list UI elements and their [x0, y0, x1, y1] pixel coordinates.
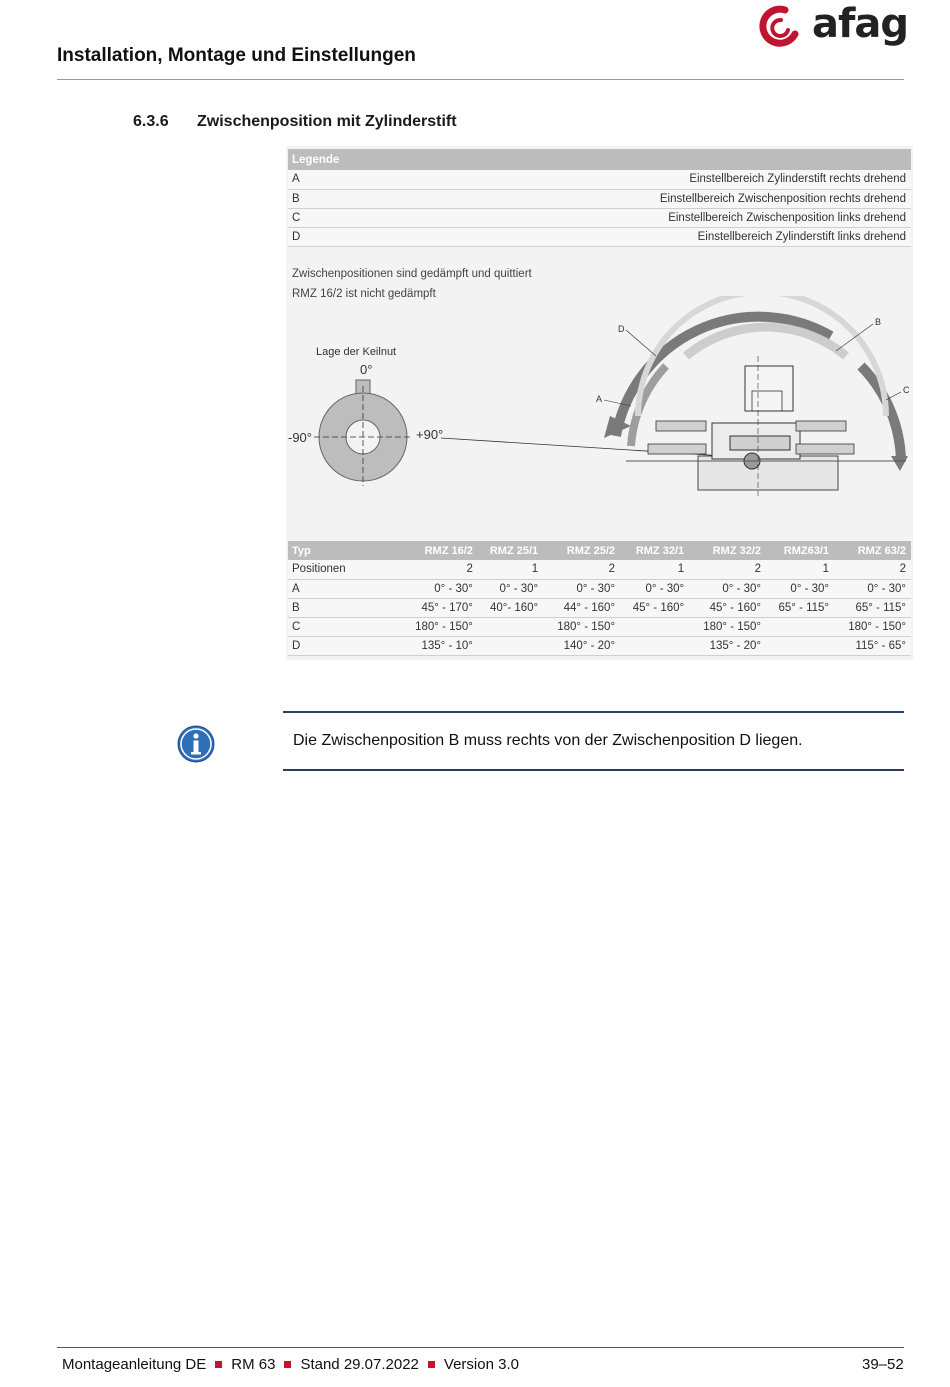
page-number: 39–52	[862, 1356, 904, 1373]
specs-row: B 45° - 170° 40°- 160° 44° - 160° 45° - 160° 45° - 160° 65° - 115° 65° - 115°	[288, 598, 911, 617]
header-divider	[57, 79, 904, 80]
specs-row: C 180° - 150° 180° - 150° 180° - 150° 180° - 150°	[288, 617, 911, 636]
footer-product: RM 63	[231, 1356, 276, 1373]
legend-row: B Einstellbereich Zwischenposition rechts drehend	[288, 189, 911, 208]
arc-b-label: B	[875, 317, 882, 327]
arc-c-arrowhead	[891, 456, 908, 471]
legend-table	[288, 149, 911, 247]
legend-row: C Einstellbereich Zwischenposition links drehend	[288, 208, 911, 227]
footer-divider	[57, 1347, 904, 1348]
legend-heading: Legende	[288, 149, 911, 170]
legend-row: D Einstellbereich Zylinderstift links drehend	[288, 227, 911, 246]
info-rule-top	[283, 711, 904, 713]
afag-logo	[755, 1, 909, 50]
section-number: 6.3.6	[133, 113, 169, 130]
info-icon	[177, 725, 215, 763]
specs-table	[288, 541, 911, 656]
section-title: Zwischenposition mit Zylinderstift	[197, 113, 457, 130]
footer-separator-icon	[284, 1361, 291, 1368]
note-damped: Zwischenpositionen sind gedämpft und quittiert	[292, 268, 532, 280]
note-not-damped: RMZ 16/2 ist nicht gedämpft	[292, 288, 436, 300]
footer-separator-icon	[215, 1361, 222, 1368]
logo-swirl-icon	[755, 4, 807, 50]
logo-text: afag	[812, 1, 909, 47]
arc-d-leader	[626, 330, 656, 356]
angle-right-label: +90°	[416, 427, 444, 442]
rotary-module-drawing	[286, 296, 913, 536]
shock-absorber-left-top	[656, 421, 706, 431]
footer-date: Stand 29.07.2022	[300, 1356, 419, 1373]
shock-absorber-left-bottom	[648, 444, 706, 454]
arc-a-label: A	[596, 394, 603, 404]
shock-absorber-right-bottom	[796, 444, 854, 454]
arc-c-label: C	[903, 385, 910, 395]
footer-version: Version 3.0	[443, 1356, 519, 1373]
arc-d-label: D	[618, 324, 625, 334]
module-slide	[730, 436, 790, 450]
info-note-text: Die Zwischenposition B muss rechts von der Zwischenposition D liegen.	[293, 732, 803, 749]
specs-row: Positionen 2 1 2 1 2 1 2	[288, 560, 911, 579]
angle-top-label: 0°	[360, 362, 373, 377]
page-footer	[62, 1356, 519, 1373]
info-rule-bottom	[283, 769, 904, 771]
angle-left-label: -90°	[288, 430, 312, 445]
footer-doc: Montageanleitung DE	[62, 1356, 207, 1373]
footer-separator-icon	[428, 1361, 435, 1368]
specs-header-row: Typ RMZ 16/2 RMZ 25/1 RMZ 25/2 RMZ 32/1 RMZ 32/2 RMZ63/1 RMZ 63/2	[288, 541, 911, 560]
specs-row: D 135° - 10° 140° - 20° 135° - 20° 115° - 65°	[288, 636, 911, 655]
legend-row: A Einstellbereich Zylinderstift rechts drehend	[288, 170, 911, 189]
specs-row: A 0° - 30° 0° - 30° 0° - 30° 0° - 30° 0° - 30° 0° - 30° 0° - 30°	[288, 579, 911, 598]
figure-panel	[286, 146, 913, 660]
shock-absorber-right-top	[796, 421, 846, 431]
keyway-label: Lage der Keilnut	[316, 346, 397, 358]
leader-line	[441, 438, 756, 458]
page-header-title: Installation, Montage und Einstellungen	[57, 45, 416, 66]
